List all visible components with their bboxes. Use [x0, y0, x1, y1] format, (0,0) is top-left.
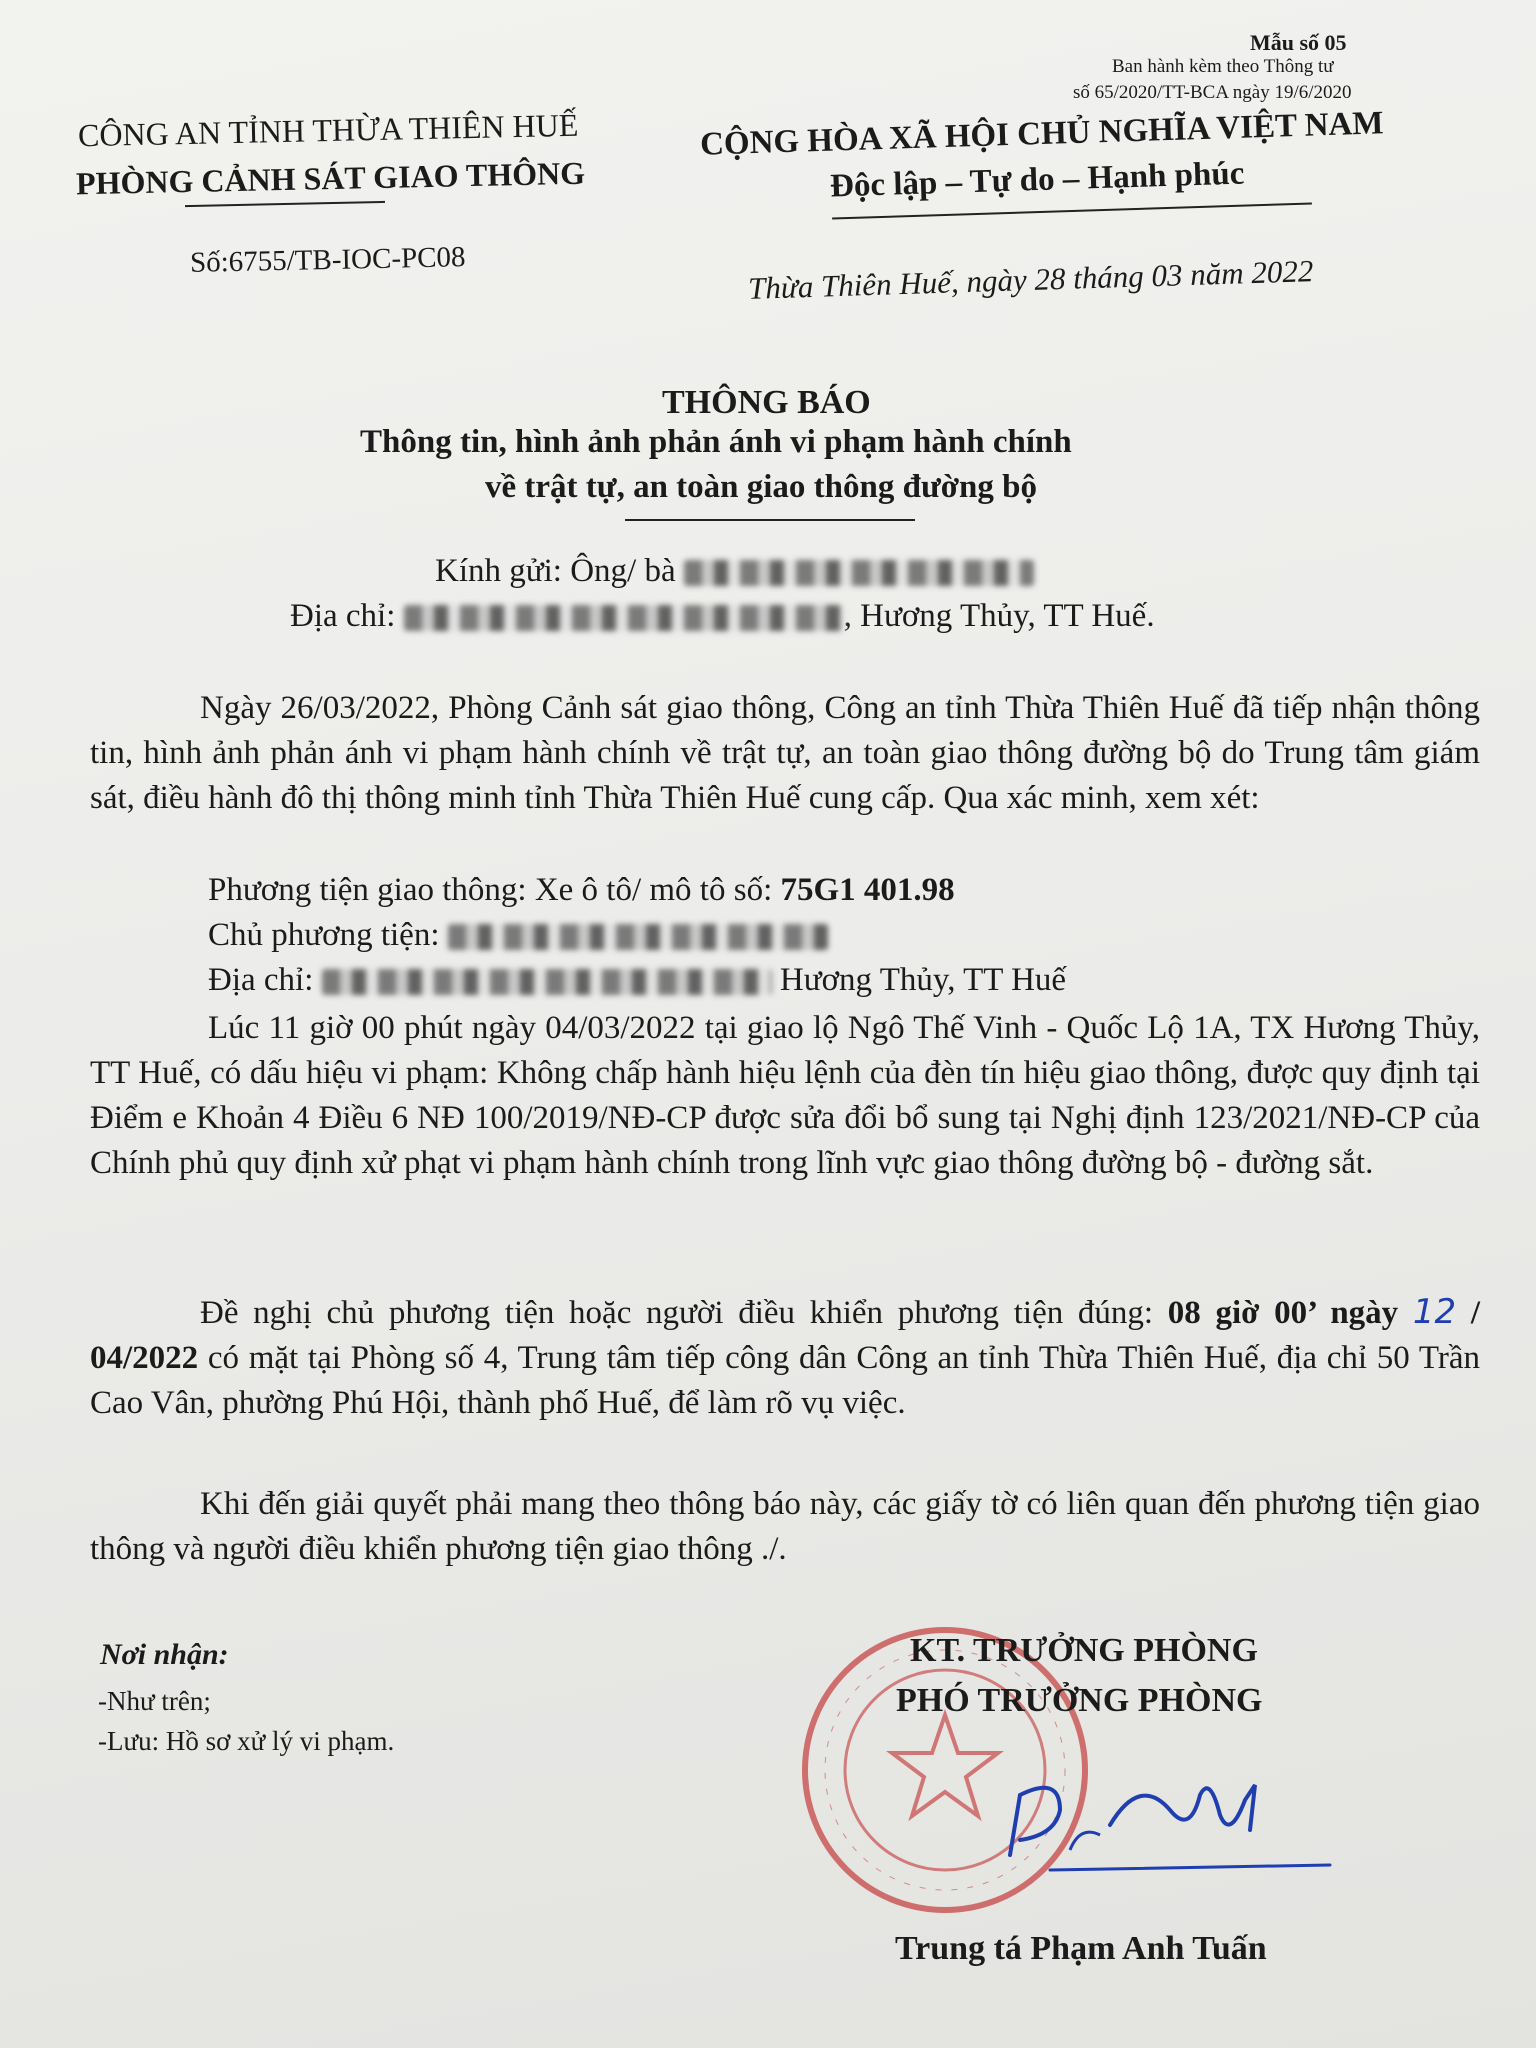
form-issued-line1: Ban hành kèm theo Thông tư	[1112, 56, 1334, 77]
redacted-owner-name	[448, 924, 828, 950]
recipient-address-label: Địa chỉ:	[290, 598, 396, 634]
recipient-label: Kính gửi: Ông/ bà	[435, 553, 676, 589]
violation-paragraph: Lúc 11 giờ 00 phút ngày 04/03/2022 tại giao lộ Ngô Thế Vinh - Quốc Lộ 1A, TX Hương Thủy, TT Huế, có dấu hiệu vi phạm: Không chấp hành hiệu lệnh của đèn tín hiệu giao thông, được quy định tại Điểm e Khoản 4 Điều 6 NĐ 100/2019/NĐ-CP được sửa đổi bổ sung tại Nghị định 123/2021/NĐ-CP của Chính phủ quy định xử phạt vi phạm hành chính trong lĩnh vực giao thông đường bộ - đường sắt.	[90, 1010, 1480, 1181]
signer-name: Trung tá Phạm Anh Tuấn	[895, 1930, 1267, 1967]
request-paragraph	[90, 1290, 1480, 1426]
request-time-minute: 00’ ngày	[1274, 1295, 1399, 1331]
recipient-address-line	[290, 598, 1155, 635]
request-location: có mặt tại Phòng số 4, Trung tâm tiếp công dân Công an tỉnh Thừa Thiên Huế, địa chỉ 50 Trần Cao Vân, phường Phú Hội, thành phố Huế, để làm rõ vụ việc.	[90, 1340, 1480, 1421]
owner-address-line	[208, 962, 1066, 999]
request-month: / 04/2022	[90, 1295, 1480, 1376]
doc-title: THÔNG BÁO	[662, 384, 871, 421]
request-day-handwritten: 12	[1412, 1292, 1457, 1332]
motto-underline	[832, 202, 1312, 219]
redacted-owner-address	[322, 969, 772, 995]
sign-title-2: PHÓ TRƯỞNG PHÒNG	[896, 1682, 1263, 1719]
doc-subtitle-2: về trật tự, an toàn giao thông đường bộ	[485, 469, 1038, 505]
nation-name: CỘNG HÒA XÃ HỘI CHỦ NGHĨA VIỆT NAM	[699, 105, 1384, 163]
closing-paragraph: Khi đến giải quyết phải mang theo thông báo này, các giấy tờ có liên quan đến phương tiện giao thông và người điều khiển phương tiện giao thông ./.	[90, 1486, 1480, 1567]
agency-parent: CÔNG AN TỈNH THỪA THIÊN HUẾ	[77, 106, 579, 154]
owner-address-label: Địa chỉ:	[208, 962, 314, 998]
recipients-item-2: -Lưu: Hồ sơ xử lý vi phạm.	[98, 1726, 395, 1756]
intro-paragraph: Ngày 26/03/2022, Phòng Cảnh sát giao thông, Công an tỉnh Thừa Thiên Huế đã tiếp nhận thông tin, hình ảnh phản ánh vi phạm hành chính về trật tự, an toàn giao thông đường bộ do Trung tâm giám sát, điều hành đô thị thông minh tỉnh Thừa Thiên Huế cung cấp. Qua xác minh, xem xét:	[90, 690, 1480, 816]
request-intro: Đề nghị chủ phương tiện hoặc người điều khiển phương tiện đúng:	[200, 1295, 1154, 1331]
doc-number: Số:6755/TB-IOC-PC08	[189, 241, 466, 279]
sign-title-1: KT. TRƯỞNG PHÒNG	[910, 1632, 1258, 1669]
place-date: Thừa Thiên Huế, ngày 28 tháng 03 năm 2022	[747, 253, 1314, 306]
title-underline	[625, 519, 915, 521]
handwritten-signature	[990, 1755, 1350, 1885]
agency-underline	[185, 201, 385, 207]
form-code: Mẫu số 05	[1250, 30, 1347, 55]
redacted-recipient-name	[684, 560, 1034, 586]
recipients-label: Nơi nhận:	[100, 1638, 229, 1671]
redacted-recipient-address	[404, 605, 844, 631]
request-time-hour: 08 giờ	[1167, 1295, 1260, 1331]
owner-label: Chủ phương tiện:	[208, 917, 440, 953]
recipients-item-1: -Như trên;	[98, 1686, 211, 1716]
doc-subtitle-1: Thông tin, hình ảnh phản ánh vi phạm hành chính	[360, 424, 1072, 460]
recipient-line	[435, 553, 1034, 590]
owner-line	[208, 917, 828, 954]
nation-motto: Độc lập – Tự do – Hạnh phúc	[829, 155, 1245, 205]
vehicle-line	[208, 872, 955, 909]
owner-address-suffix: Hương Thủy, TT Huế	[779, 962, 1067, 998]
form-issued-line2: số 65/2020/TT-BCA ngày 19/6/2020	[1073, 82, 1352, 103]
vehicle-plate: 75G1 401.98	[780, 872, 955, 908]
vehicle-label: Phương tiện giao thông: Xe ô tô/ mô tô số:	[208, 872, 773, 908]
agency-name: PHÒNG CẢNH SÁT GIAO THÔNG	[75, 154, 586, 202]
recipient-address-suffix: , Hương Thủy, TT Huế.	[843, 598, 1155, 634]
